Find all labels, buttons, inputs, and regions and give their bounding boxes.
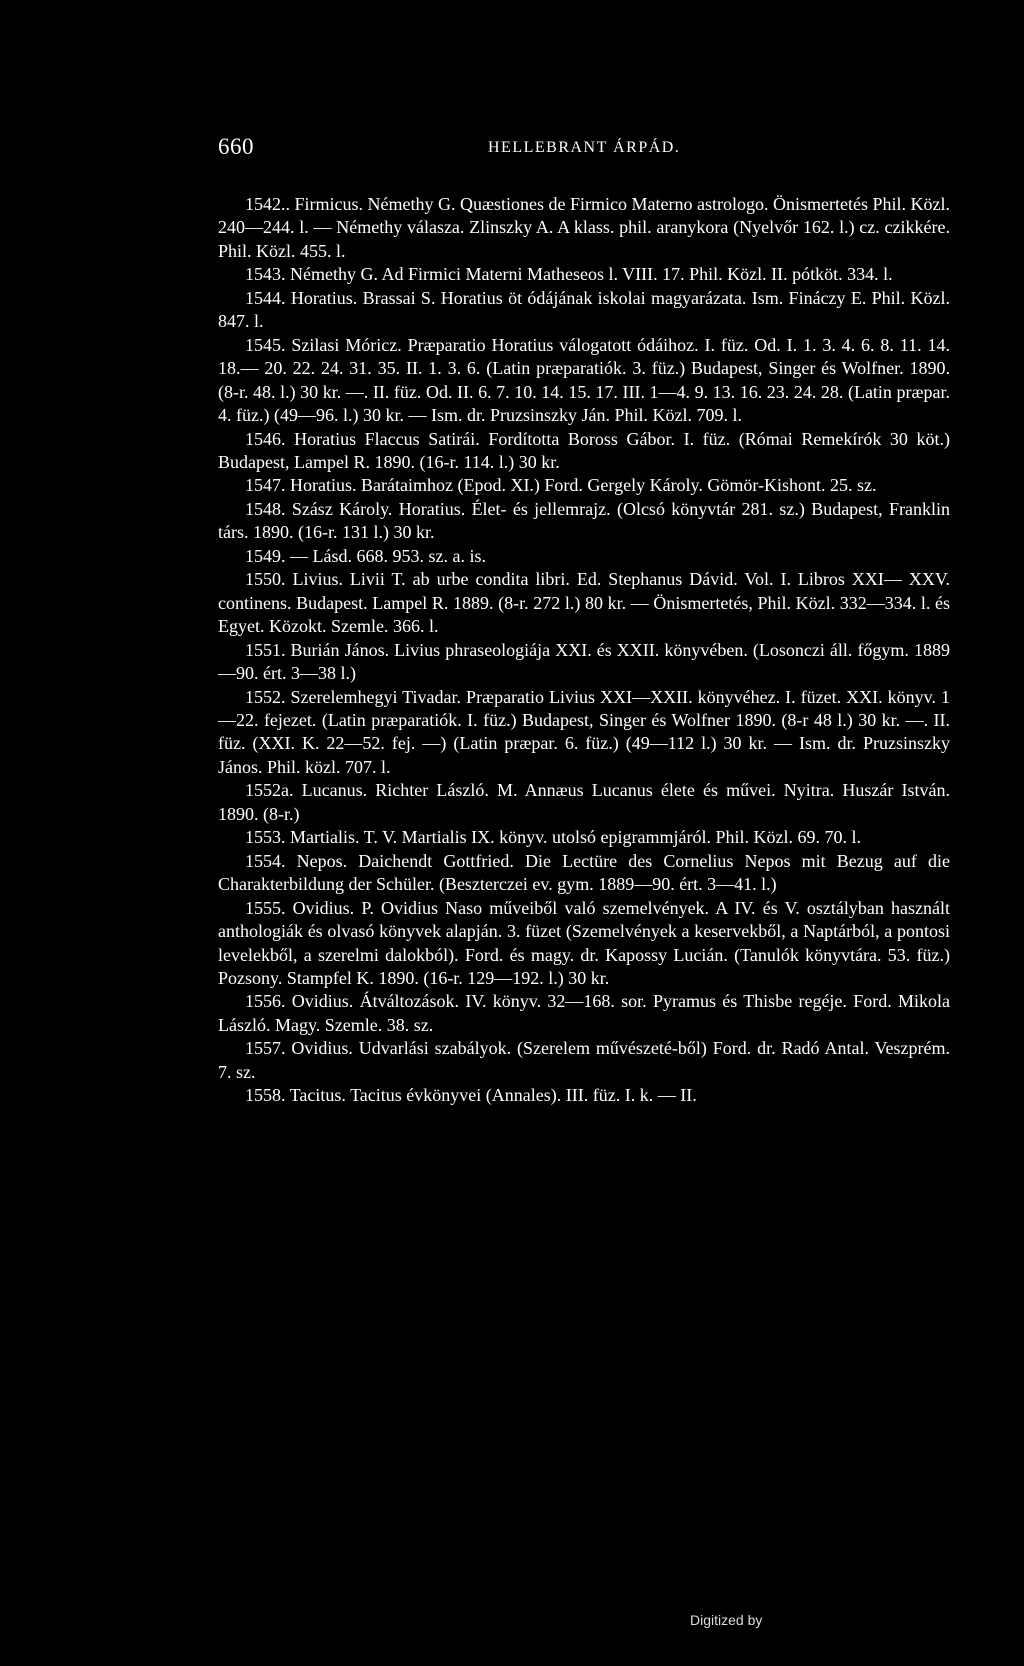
entry-1555: 1555. Ovidius. P. Ovidius Naso műveiből való szemelvények. A IV. és V. osztályban használt anthologiák és olvasó könyvek alapján. 3. füzet (Szemelvények a keservekből, a Naptárból, a pontosi levelekből, a szerelmi dalokból). Ford. és magy. dr. Kapossy Lucián. (Tanulók könyvtára. 53. füz.) Pozsony. Stampfel K. 1890. (16-r. 129—192. l.) 30 kr.: [218, 897, 950, 988]
running-head: HELLEBRANT ÁRPÁD.: [488, 139, 681, 156]
entry-1546: 1546. Horatius Flaccus Satirái. Fordította Boross Gábor. I. füz. (Római Remekírók 30 köt.) Budapest, Lampel R. 1890. (16-r. 114. l.) 30 kr.: [218, 428, 950, 472]
entry-1548: 1548. Szász Károly. Horatius. Élet- és jellemrajz. (Olcsó könyvtár 281. sz.) Budapest, Franklin társ. 1890. (16-r. 131 l.) 30 kr.: [218, 498, 950, 543]
page-number: 660: [218, 134, 254, 159]
entry-1550: 1550. Livius. Livii T. ab urbe condita libri. Ed. Stephanus Dávid. Vol. I. Libros XXI— XXV. continens. Budapest. Lampel R. 1889. (8-r. 272 l.) 80 kr. — Önismertetés, Phil. Közl. 332—334. l. és Egyet. Közokt. Szemle. 366. l.: [218, 569, 950, 637]
entry-1554: 1554. Nepos. Daichendt Gottfried. Die Lectüre des Cornelius Nepos mit Bezug auf die Charakterbildung der Schüler. (Beszterczei ev. gym. 1889—90. ért. 3—41. l.): [218, 850, 950, 895]
entry-1553: 1553. Martialis. T. V. Martialis IX. könyv. utolsó epigrammjáról. Phil. Közl. 69. 70. l.: [245, 827, 861, 848]
entry-1556: 1556. Ovidius. Átváltozások. IV. könyv. 32—168. sor. Pyramus és Thisbe regéje. Ford. Mikola László. Magy. Szemle. 38. sz.: [218, 991, 950, 1035]
bibliography-entries: [218, 193, 950, 1108]
digitized-by-label: Digitized by: [690, 1612, 763, 1628]
entry-1558: 1558. Tacitus. Tacitus évkönyvei (Annales). III. füz. I. k. — II.: [245, 1085, 697, 1106]
entry-1544: 1544. Horatius. Brassai S. Horatius öt ódájának iskolai magyarázata. Ism. Fináczy E. Phil. Közl. 847. l.: [218, 287, 950, 332]
page-header: [218, 134, 923, 172]
entry-1552: 1552. Szerelemhegyi Tivadar. Præparatio Livius XXI—XXII. könyvéhez. I. füzet. XXI. könyv. 1—22. fejezet. (Latin præparatiók. I. füz.) Budapest, Singer és Wolfner 1890. (8-r 48 l.) 30 kr. —. II. füz. (XXI. K. 22—52. fej. —) (Latin præpar. 6. füz.) (49—112 l.) 30 kr. — Ism. dr. Pruzsinszky János. Phil. közl. 707. l.: [218, 686, 950, 777]
entry-1552a: 1552a. Lucanus. Richter László. M. Annæus Lucanus élete és művei. Nyitra. Huszár István. 1890. (8-r.): [218, 780, 950, 824]
entry-1543: 1543. Némethy G. Ad Firmici Materni Matheseos l. VIII. 17. Phil. Közl. II. pótköt. 334. l.: [245, 264, 893, 285]
entry-1545: 1545. Szilasi Móricz. Præparatio Horatius válogatott ódáihoz. I. füz. Od. I. 1. 3. 4. 6. 8. 11. 14. 18.— 20. 22. 24. 31. 35. II. 1. 3. 6. (Latin præparatiók. 3. füz.) Budapest, Singer és Wolfner. 1890. (8-r. 48. l.) 30 kr. —. II. füz. Od. II. 6. 7. 10. 14. 15. 17. III. 1—4. 9. 13. 16. 23. 24. 28. (Latin præpar. 4. füz.) (49—96. l.) 30 kr. — Ism. dr. Pruzsinszky Ján. Phil. Közl. 709. l.: [218, 334, 950, 426]
entry-1547: 1547. Horatius. Barátaimhoz (Epod. XI.) Ford. Gergely Károly. Gömör-Kishont. 25. sz.: [245, 475, 877, 496]
entry-1549: 1549. — Lásd. 668. 953. sz. a. is.: [245, 545, 486, 566]
entry-1542: 1542.. Firmicus. Némethy G. Quæstiones de Firmico Materno astrologo. Önismertetés Phil. Közl. 240—244. l. — Némethy válasza. Zlinszky A. A klass. phil. aranykora (Nyelvőr 162. l.) cz. czikkére. Phil. Közl. 455. l.: [218, 194, 950, 261]
entry-1557: 1557. Ovidius. Udvarlási szabályok. (Szerelem művészeté-ből) Ford. dr. Radó Antal. Veszprém. 7. sz.: [218, 1038, 950, 1082]
entry-1551: 1551. Burián János. Livius phraseologiája XXI. és XXII. könyvében. (Losonczi áll. főgym. 1889—90. ért. 3—38 l.): [218, 639, 950, 684]
